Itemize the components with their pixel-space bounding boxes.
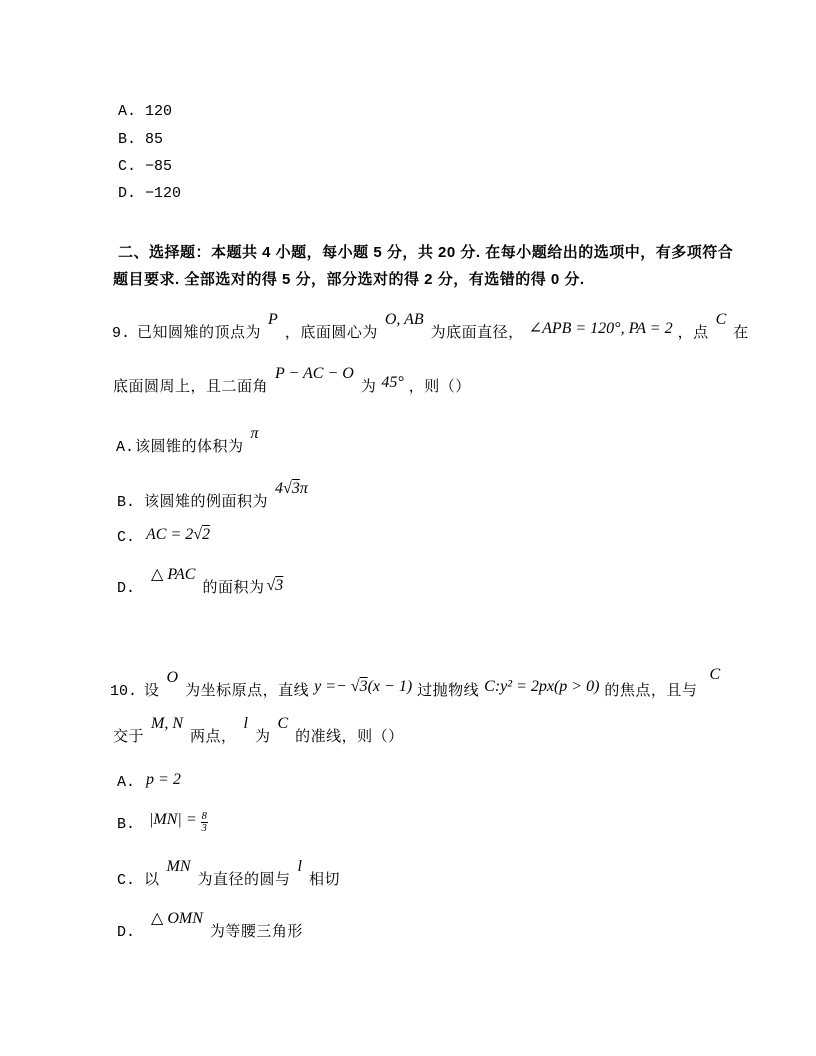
prev-option-d [118, 183, 181, 204]
formula: O, AB [384, 311, 424, 328]
option-letter: A. [116, 439, 135, 456]
option-letter: D. [117, 580, 136, 597]
stem-text: ，点 [677, 324, 709, 341]
stem-text: 为坐标原点，直线 [185, 682, 310, 699]
fraction [201, 811, 208, 834]
formula: C [709, 666, 721, 683]
stem-text: 设 [144, 682, 160, 699]
stem-text: 已知圆雉的顶点为 [137, 324, 262, 341]
option-letter: B. [118, 131, 137, 148]
stem-text: 为 [254, 728, 271, 745]
formula-part: √ [266, 577, 276, 594]
question-10-option-b [117, 811, 213, 838]
question-10-stem-line-2 [113, 715, 404, 747]
formula-part: y =− √ [314, 678, 360, 695]
formula-part: |MN| = [149, 811, 197, 828]
formula: MN [166, 858, 191, 875]
formula: p = 2 [146, 771, 181, 788]
radicand: 3 [275, 577, 284, 594]
option-text: 的面积为 [202, 579, 265, 596]
option-text: 以 [144, 871, 160, 888]
question-9-option-c [117, 527, 212, 548]
radicand: 3 [359, 678, 368, 695]
formula: l [243, 715, 248, 732]
question-number: 9. [112, 325, 131, 342]
stem-text: 为 [360, 378, 377, 395]
fraction-numerator: 8 [201, 811, 207, 822]
option-value: 85 [145, 131, 164, 148]
option-value: −85 [145, 158, 173, 175]
formula [149, 811, 208, 834]
fraction-denominator: 3 [201, 823, 207, 834]
formula: O [166, 669, 179, 686]
formula: △ PAC [151, 566, 196, 583]
option-letter: A. [118, 103, 137, 120]
formula: P [268, 311, 278, 328]
formula-part: AC = 2√ [146, 526, 203, 543]
stem-text: ，底面圆心为 [284, 324, 378, 341]
option-text: 相切 [309, 871, 341, 888]
formula [275, 480, 308, 497]
formula: C [715, 311, 727, 328]
section-header-line-1: 二、选择题：本题共 4 小题，每小题 5 分，共 20 分. 在每小题给出的选项中，有多项符合 [118, 244, 734, 261]
stem-text: 的准线，则（） [295, 728, 404, 745]
question-9-option-a [116, 425, 266, 458]
formula-part: π [299, 480, 308, 497]
prev-option-b [118, 129, 163, 150]
stem-text: 的焦点，且与 [604, 682, 698, 699]
radicand: 2 [202, 526, 211, 543]
question-10-option-c [117, 858, 341, 891]
stem-text: ，则（） [408, 378, 471, 395]
formula: M, N [151, 715, 184, 732]
formula: l [297, 858, 302, 875]
formula [146, 526, 210, 543]
question-9-option-d [117, 566, 285, 599]
stem-text: 两点， [190, 728, 237, 745]
stem-text: 为底面直径， [430, 324, 524, 341]
formula: △ OMN [151, 910, 203, 927]
formula [267, 577, 284, 594]
formula: P − AC − O [275, 365, 354, 382]
stem-text: 在 [733, 324, 749, 341]
question-10-option-a [117, 772, 183, 793]
option-letter: C. [117, 872, 136, 889]
option-text: 该圆雉的例面积为 [144, 493, 269, 510]
formula: ∠APB = 120°, PA = 2 [528, 320, 673, 337]
stem-text: 底面圆周上，且二面角 [113, 378, 269, 395]
stem-text: 交于 [113, 728, 145, 745]
prev-option-a [118, 101, 172, 122]
question-10-stem-line-1 [110, 666, 721, 702]
option-letter: B. [117, 494, 136, 511]
question-9-stem-line-1 [112, 311, 749, 344]
radicand: 3 [291, 480, 300, 497]
option-letter: D. [117, 924, 136, 941]
option-letter: C. [118, 158, 137, 175]
stem-text: 过抛物线 [417, 682, 480, 699]
formula: C:y² = 2px(p > 0) [484, 678, 600, 695]
formula [314, 678, 412, 695]
question-number: 10. [110, 683, 138, 700]
option-letter: B. [117, 816, 136, 833]
formula-part: (x − 1) [367, 678, 413, 695]
option-letter: D. [118, 185, 137, 202]
option-text: 该圆锥的体积为 [135, 438, 244, 455]
formula: C [277, 715, 289, 732]
section-header-line-2: 题目要求. 全部选对的得 5 分，部分选对的得 2 分，有选错的得 0 分. [113, 271, 585, 288]
option-value: −120 [145, 185, 182, 202]
option-letter: A. [117, 774, 136, 791]
formula: 45° [381, 374, 404, 391]
option-text: 为直径的圆与 [197, 871, 291, 888]
option-letter: C. [117, 529, 136, 546]
formula-part: 4√ [275, 480, 292, 497]
formula: π [250, 425, 259, 442]
option-text: 为等腰三角形 [209, 923, 303, 940]
question-9-option-b [117, 480, 315, 513]
option-value: 120 [145, 103, 173, 120]
question-10-option-d [117, 910, 303, 943]
question-9-stem-line-2 [113, 365, 471, 397]
prev-option-c [118, 156, 172, 177]
